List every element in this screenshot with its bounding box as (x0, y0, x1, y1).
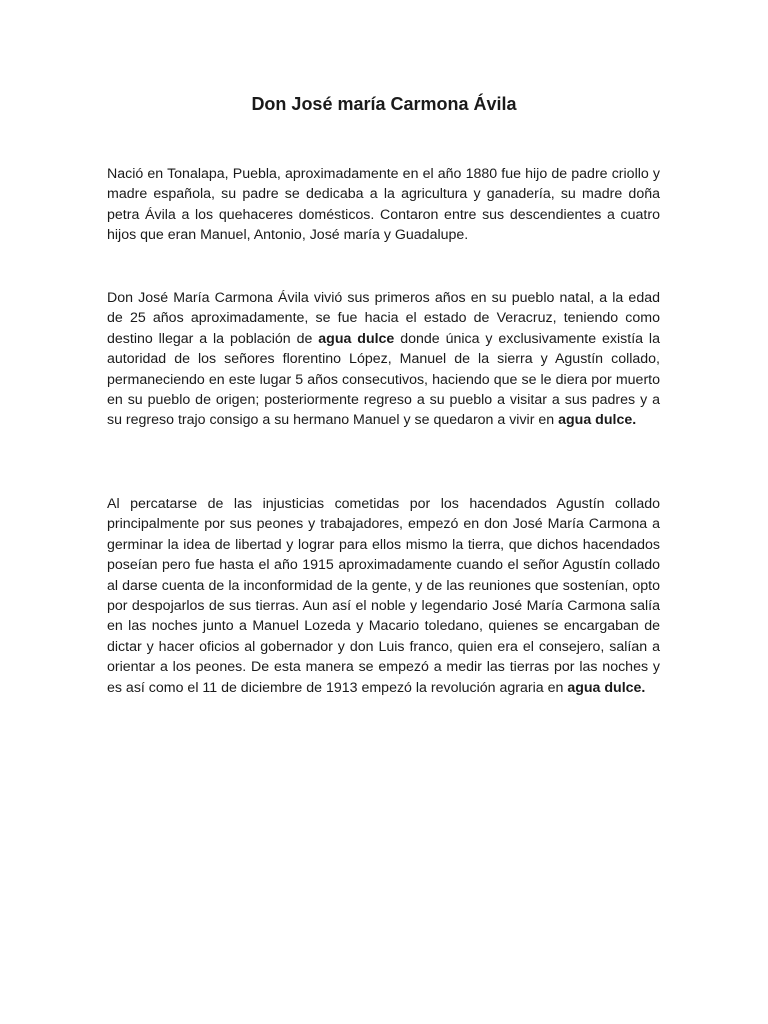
paragraph-2-bold-place: agua dulce (318, 330, 395, 347)
paragraph-1-text: Nació en Tonalapa, Puebla, aproximadamente en el año 1880 fue hijo de padre criollo y madre española, su padre se dedicaba a la agricultura y ganadería, su madre doña petra Ávila a los quehaceres domésticos. Contaron entre sus descendientes a cuatro hijos que eran Manuel, Antonio, José maría y Guadalupe. (107, 166, 660, 244)
paragraph-3-bold-place-end: agua dulce. (567, 679, 646, 696)
paragraph-3-text: Al percatarse de las injusticias cometidas por los hacendados Agustín collado principalmente por sus peones y trabajadores, empezó en don José María Carmona a germinar la idea de libertad y lograr para ellos mismo la tierra, que dichos hacendados poseían pero fue hasta el año 1915 aproximadamente cuando el señor Agustín collado al darse cuenta de la inconformidad de la gente, y de las reuniones que sostenían, opto por despojarlos de sus tierras. Aun así el noble y legendario José María Carmona salía en las noches junto a Manuel Lozeda y Macario toledano, quienes se encargaban de dictar y hacer oficios al gobernador y don Luis franco, quien era el consejero, salían a orientar a los peones. De esta manera se empezó a medir las tierras por las noches y es así como el 11 de diciembre de 1913 empezó la revolución agraria en (107, 496, 660, 696)
paragraph-3 (107, 494, 660, 698)
paragraph-2-text-a: Don José María Carmona Ávila vivió sus primeros años en su pueblo natal, a la edad de 25 años aproximadamente, se fue hacia el estado de Veracruz, teniendo como destino llegar a la población de (107, 290, 660, 347)
paragraph-2-bold-place-end: agua dulce. (558, 412, 637, 429)
paragraph-2-text-b: donde única y exclusivamente existía la autoridad de los señores florentino López, Manuel de la sierra y Agustín collado, permaneciendo en este lugar 5 años consecutivos, haciendo que se le diera por muerto en su pueblo de origen; posteriormente regreso a su pueblo a visitar a sus padres y a su regreso trajo consigo a su hermano Manuel y se quedaron a vivir en (107, 330, 660, 429)
document-title: Don José maría Carmona Ávila (251, 94, 517, 114)
paragraph-2 (107, 288, 660, 431)
paragraph-1 (107, 164, 660, 246)
